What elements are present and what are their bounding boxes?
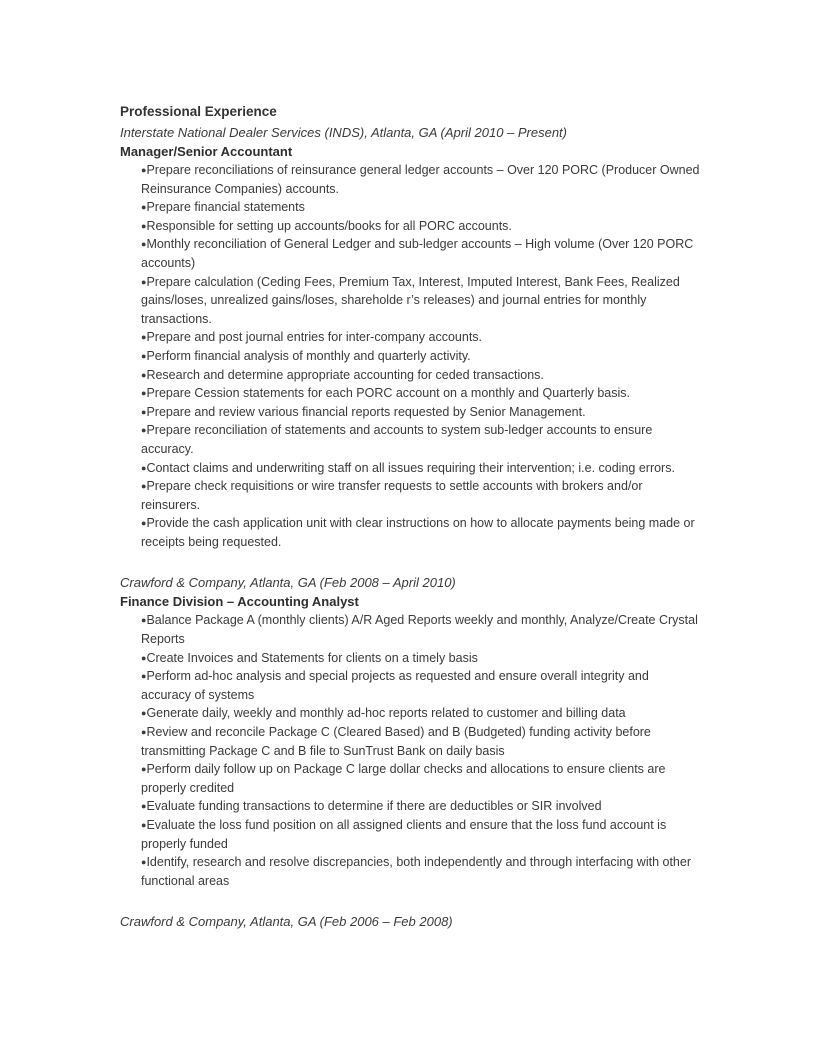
list-item: ●Identify, research and resolve discrepancies, both independently and through interfacing with other functional areas bbox=[141, 855, 691, 888]
list-item: ●Research and determine appropriate accounting for ceded transactions. bbox=[141, 367, 544, 382]
list-item: ●Prepare and post journal entries for inter-company accounts. bbox=[141, 330, 483, 345]
bullet-icon: ● bbox=[141, 350, 147, 361]
list-item: ●Create Invoices and Statements for clients on a timely basis bbox=[141, 650, 478, 665]
list-item: ●Perform ad-hoc analysis and special projects as requested and ensure overall integrity and accuracy of systems bbox=[141, 669, 649, 702]
bullet-icon: ● bbox=[141, 727, 147, 738]
list-item: ●Prepare financial statements bbox=[141, 200, 305, 215]
duties-list bbox=[120, 161, 700, 551]
list-item: ●Evaluate the loss fund position on all assigned clients and ensure that the loss fund account is properly funded bbox=[141, 818, 667, 851]
employer-line: Crawford & Company, Atlanta, GA (Feb 2008 – April 2010) bbox=[120, 575, 456, 591]
list-item: ●Prepare reconciliations of reinsurance general ledger accounts – Over 120 PORC (Producer Owned Reinsurance Companies) accounts. bbox=[141, 163, 700, 196]
job-entry-crawford-analyst bbox=[120, 573, 700, 890]
bullet-icon: ● bbox=[141, 671, 147, 682]
bullet-icon: ● bbox=[141, 462, 147, 473]
bullet-icon: ● bbox=[141, 481, 147, 492]
bullet-icon: ● bbox=[141, 764, 147, 775]
job-entry-crawford-earlier bbox=[120, 912, 700, 932]
bullet-icon: ● bbox=[141, 388, 147, 399]
list-item: ●Monthly reconciliation of General Ledger and sub-ledger accounts – High volume (Over 120 PORC accounts) bbox=[141, 237, 694, 270]
bullet-icon: ● bbox=[141, 652, 147, 663]
bullet-icon: ● bbox=[141, 165, 147, 175]
bullet-icon: ● bbox=[141, 820, 147, 830]
resume-body bbox=[120, 101, 700, 932]
list-item: ●Prepare and review various financial reports requested by Senior Management. bbox=[141, 404, 586, 419]
bullet-icon: ● bbox=[141, 425, 147, 436]
list-item: ●Prepare reconciliation of statements and accounts to system sub-ledger accounts to ensure accuracy. bbox=[141, 423, 653, 456]
bullet-icon: ● bbox=[141, 239, 147, 250]
list-item: ●Perform daily follow up on Package C large dollar checks and allocations to ensure clients are properly credited bbox=[141, 762, 666, 795]
bullet-icon: ● bbox=[141, 857, 147, 868]
spacer bbox=[120, 890, 700, 912]
list-item: ●Evaluate funding transactions to determine if there are deductibles or SIR involved bbox=[141, 799, 602, 814]
spacer bbox=[120, 551, 700, 573]
list-item: ●Perform financial analysis of monthly and quarterly activity. bbox=[141, 348, 471, 363]
job-role: Manager/Senior Accountant bbox=[120, 144, 293, 159]
bullet-icon: ● bbox=[141, 202, 147, 213]
section-title: Professional Experience bbox=[120, 104, 277, 119]
list-item: ●Balance Package A (monthly clients) A/R Aged Reports weekly and monthly, Analyze/Create Crystal Reports bbox=[141, 613, 698, 647]
job-role: Finance Division – Accounting Analyst bbox=[120, 594, 359, 610]
bullet-icon: ● bbox=[141, 801, 147, 812]
bullet-icon: ● bbox=[141, 276, 147, 287]
bullet-icon: ● bbox=[141, 406, 147, 417]
bullet-icon: ● bbox=[141, 332, 147, 343]
bullet-icon: ● bbox=[141, 615, 147, 626]
duties-list bbox=[120, 611, 700, 890]
list-item: ●Contact claims and underwriting staff on all issues requiring their intervention; i.e. coding errors. bbox=[141, 460, 675, 475]
bullet-icon: ● bbox=[141, 518, 147, 529]
list-item: ●Prepare Cession statements for each PORC account on a monthly and Quarterly basis. bbox=[141, 386, 631, 401]
list-item: ●Prepare calculation (Ceding Fees, Premium Tax, Interest, Imputed Interest, Bank Fees, Realized gains/loses, unrealized gains/loses, shareholde r’s releases) and journal entries for monthly transactions. bbox=[141, 274, 680, 326]
employer-line: Crawford & Company, Atlanta, GA (Feb 2006 – Feb 2008) bbox=[120, 914, 453, 930]
bullet-icon: ● bbox=[141, 369, 147, 380]
employer-line: Interstate National Dealer Services (INDS), Atlanta, GA (April 2010 – Present) bbox=[120, 125, 568, 140]
bullet-icon: ● bbox=[141, 220, 147, 231]
list-item: ●Generate daily, weekly and monthly ad-hoc reports related to customer and billing data bbox=[141, 706, 626, 721]
list-item: ●Responsible for setting up accounts/books for all PORC accounts. bbox=[141, 218, 512, 233]
list-item: ●Review and reconcile Package C (Cleared Based) and B (Budgeted) funding activity before transmitting Package C and B file to SunTrust Bank on daily basis bbox=[141, 725, 651, 758]
bullet-icon: ● bbox=[141, 708, 147, 719]
list-item: ●Prepare check requisitions or wire transfer requests to settle accounts with brokers and/or reinsurers. bbox=[141, 479, 643, 512]
list-item: ●Provide the cash application unit with clear instructions on how to allocate payments being made or receipts being requested. bbox=[141, 516, 695, 549]
job-entry-inds bbox=[120, 123, 700, 551]
